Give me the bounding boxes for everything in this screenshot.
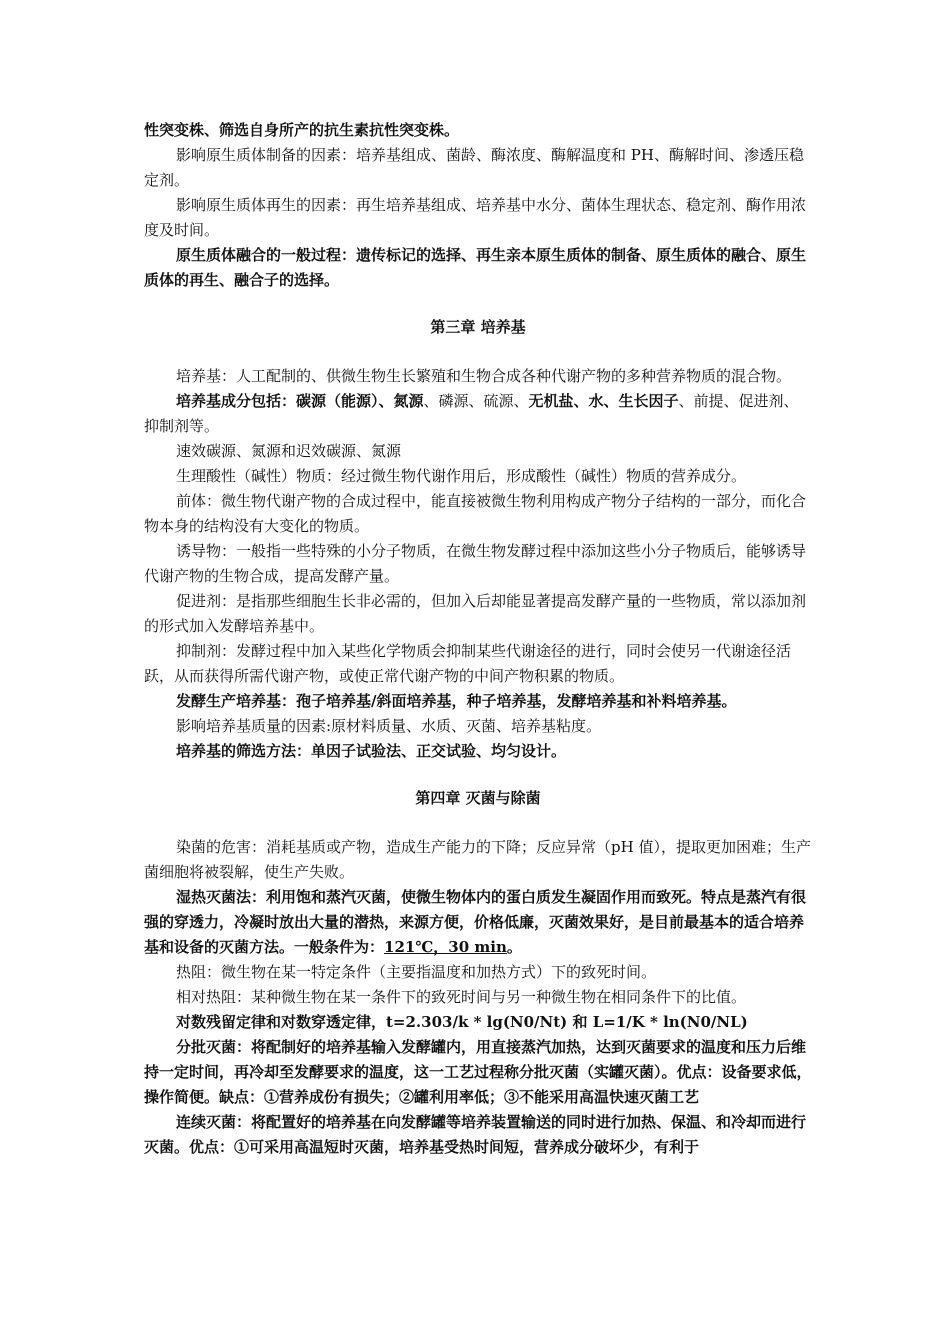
text: 、前提、促进剂、抑制剂等。	[144, 392, 799, 435]
text: 。	[506, 938, 522, 956]
paragraph: 连续灭菌：将配置好的培养基在向发酵罐等培养装置输送的同时进行加热、保温、和冷却而进行灭菌。优点：①可采用高温短时灭菌，培养基受热时间短，营养成分破坏少，有利于	[144, 1113, 807, 1156]
paragraph: 原生质体融合的一般过程：遗传标记的选择、再生亲本原生质体的制备、原生质体的融合、原生质体的再生、融合子的选择。	[144, 246, 807, 289]
paragraph: 培养基的筛选方法：单因子试验法、正交试验、均匀设计。	[176, 742, 567, 760]
paragraph	[144, 389, 812, 439]
text: 、磷源、硫源、	[423, 392, 529, 410]
paragraph	[144, 885, 812, 960]
underlined-text: 121℃，30 min	[384, 938, 507, 956]
document-page	[144, 118, 812, 1160]
paragraph: 培养基：人工配制的、供微生物生长繁殖和生物合成各种代谢产物的多种营养物质的混合物。	[176, 367, 792, 385]
paragraph: 诱导物：一般指一些特殊的小分子物质，在微生物发酵过程中添加这些小分子物质后，能够诱导代谢产物的生物合成，提高发酵产量。	[144, 542, 807, 585]
chapter-heading: 第四章 灭菌与除菌	[415, 789, 541, 807]
paragraph: 影响培养基质量的因素:原材料质量、水质、灭菌、培养基粘度。	[176, 717, 602, 735]
paragraph: 速效碳源、氮源和迟效碳源、氮源	[176, 442, 402, 460]
paragraph: 促进剂：是指那些细胞生长非必需的，但加入后却能显著提高发酵产量的一些物质，常以添加剂的形式加入发酵培养基中。	[144, 592, 807, 635]
paragraph: 分批灭菌：将配制好的培养基输入发酵罐内，用直接蒸汽加热，达到灭菌要求的温度和压力后维持一定时间，再冷却至发酵要求的温度，这一工艺过程称分批灭菌（实罐灭菌）。优点：设备要求低，操作简便。缺点：①营养成份有损失；②罐利用率低；③不能采用高温快速灭菌工艺	[144, 1038, 812, 1106]
paragraph: 影响原生质体再生的因素：再生培养基组成、培养基中水分、菌体生理状态、稳定剂、酶作用浓度及时间。	[144, 196, 807, 239]
paragraph: 相对热阻：某种微生物在某一条件下的致死时间与另一种微生物在相同条件下的比值。	[176, 988, 747, 1006]
bold-text: 培养基成分包括：碳源（能源）、氮源	[176, 392, 424, 410]
paragraph: 热阻：微生物在某一特定条件（主要指温度和加热方式）下的致死时间。	[176, 963, 657, 981]
paragraph: 抑制剂：发酵过程中加入某些化学物质会抑制某些代谢途径的进行，同时会使另一代谢途径活跃，从而获得所需代谢产物，或使正常代谢产物的中间产物积累的物质。	[144, 642, 792, 685]
paragraph: 染菌的危害：消耗基质或产物，造成生产能力的下降；反应异常（pH 值），提取更加困难；生产菌细胞将被裂解，使生产失败。	[144, 838, 811, 881]
paragraph: 对数残留定律和对数穿透定律，t=2.303/k * lg(N0/Nt) 和 L=1/K * ln(N0/NL)	[176, 1013, 748, 1031]
paragraph: 生理酸性（碱性）物质：经过微生物代谢作用后，形成酸性（碱性）物质的营养成分。	[176, 467, 747, 485]
paragraph: 前体：微生物代谢产物的合成过程中，能直接被微生物利用构成产物分子结构的一部分，而化合物本身的结构没有大变化的物质。	[144, 492, 807, 535]
chapter-heading: 第三章 培养基	[430, 318, 526, 336]
paragraph: 影响原生质体制备的因素：培养基组成、菌龄、酶浓度、酶解温度和 PH、酶解时间、渗透压稳定剂。	[144, 146, 804, 189]
text: 湿热灭菌法：利用饱和蒸汽灭菌，使微生物体内的蛋白质发生凝固作用而致死。特点是蒸汽有很强的穿透力，冷凝时放出大量的潜热，来源方便，价格低廉，灭菌效果好，是目前最基本的适合培养基和设备的灭菌方法。一般条件为：	[144, 888, 807, 956]
paragraph: 性突变株、筛选自身所产的抗生素抗性突变株。	[144, 121, 460, 139]
paragraph: 发酵生产培养基：孢子培养基/斜面培养基，种子培养基，发酵培养基和补料培养基。	[176, 692, 737, 710]
bold-text: 无机盐、水、生长因子	[528, 392, 679, 410]
